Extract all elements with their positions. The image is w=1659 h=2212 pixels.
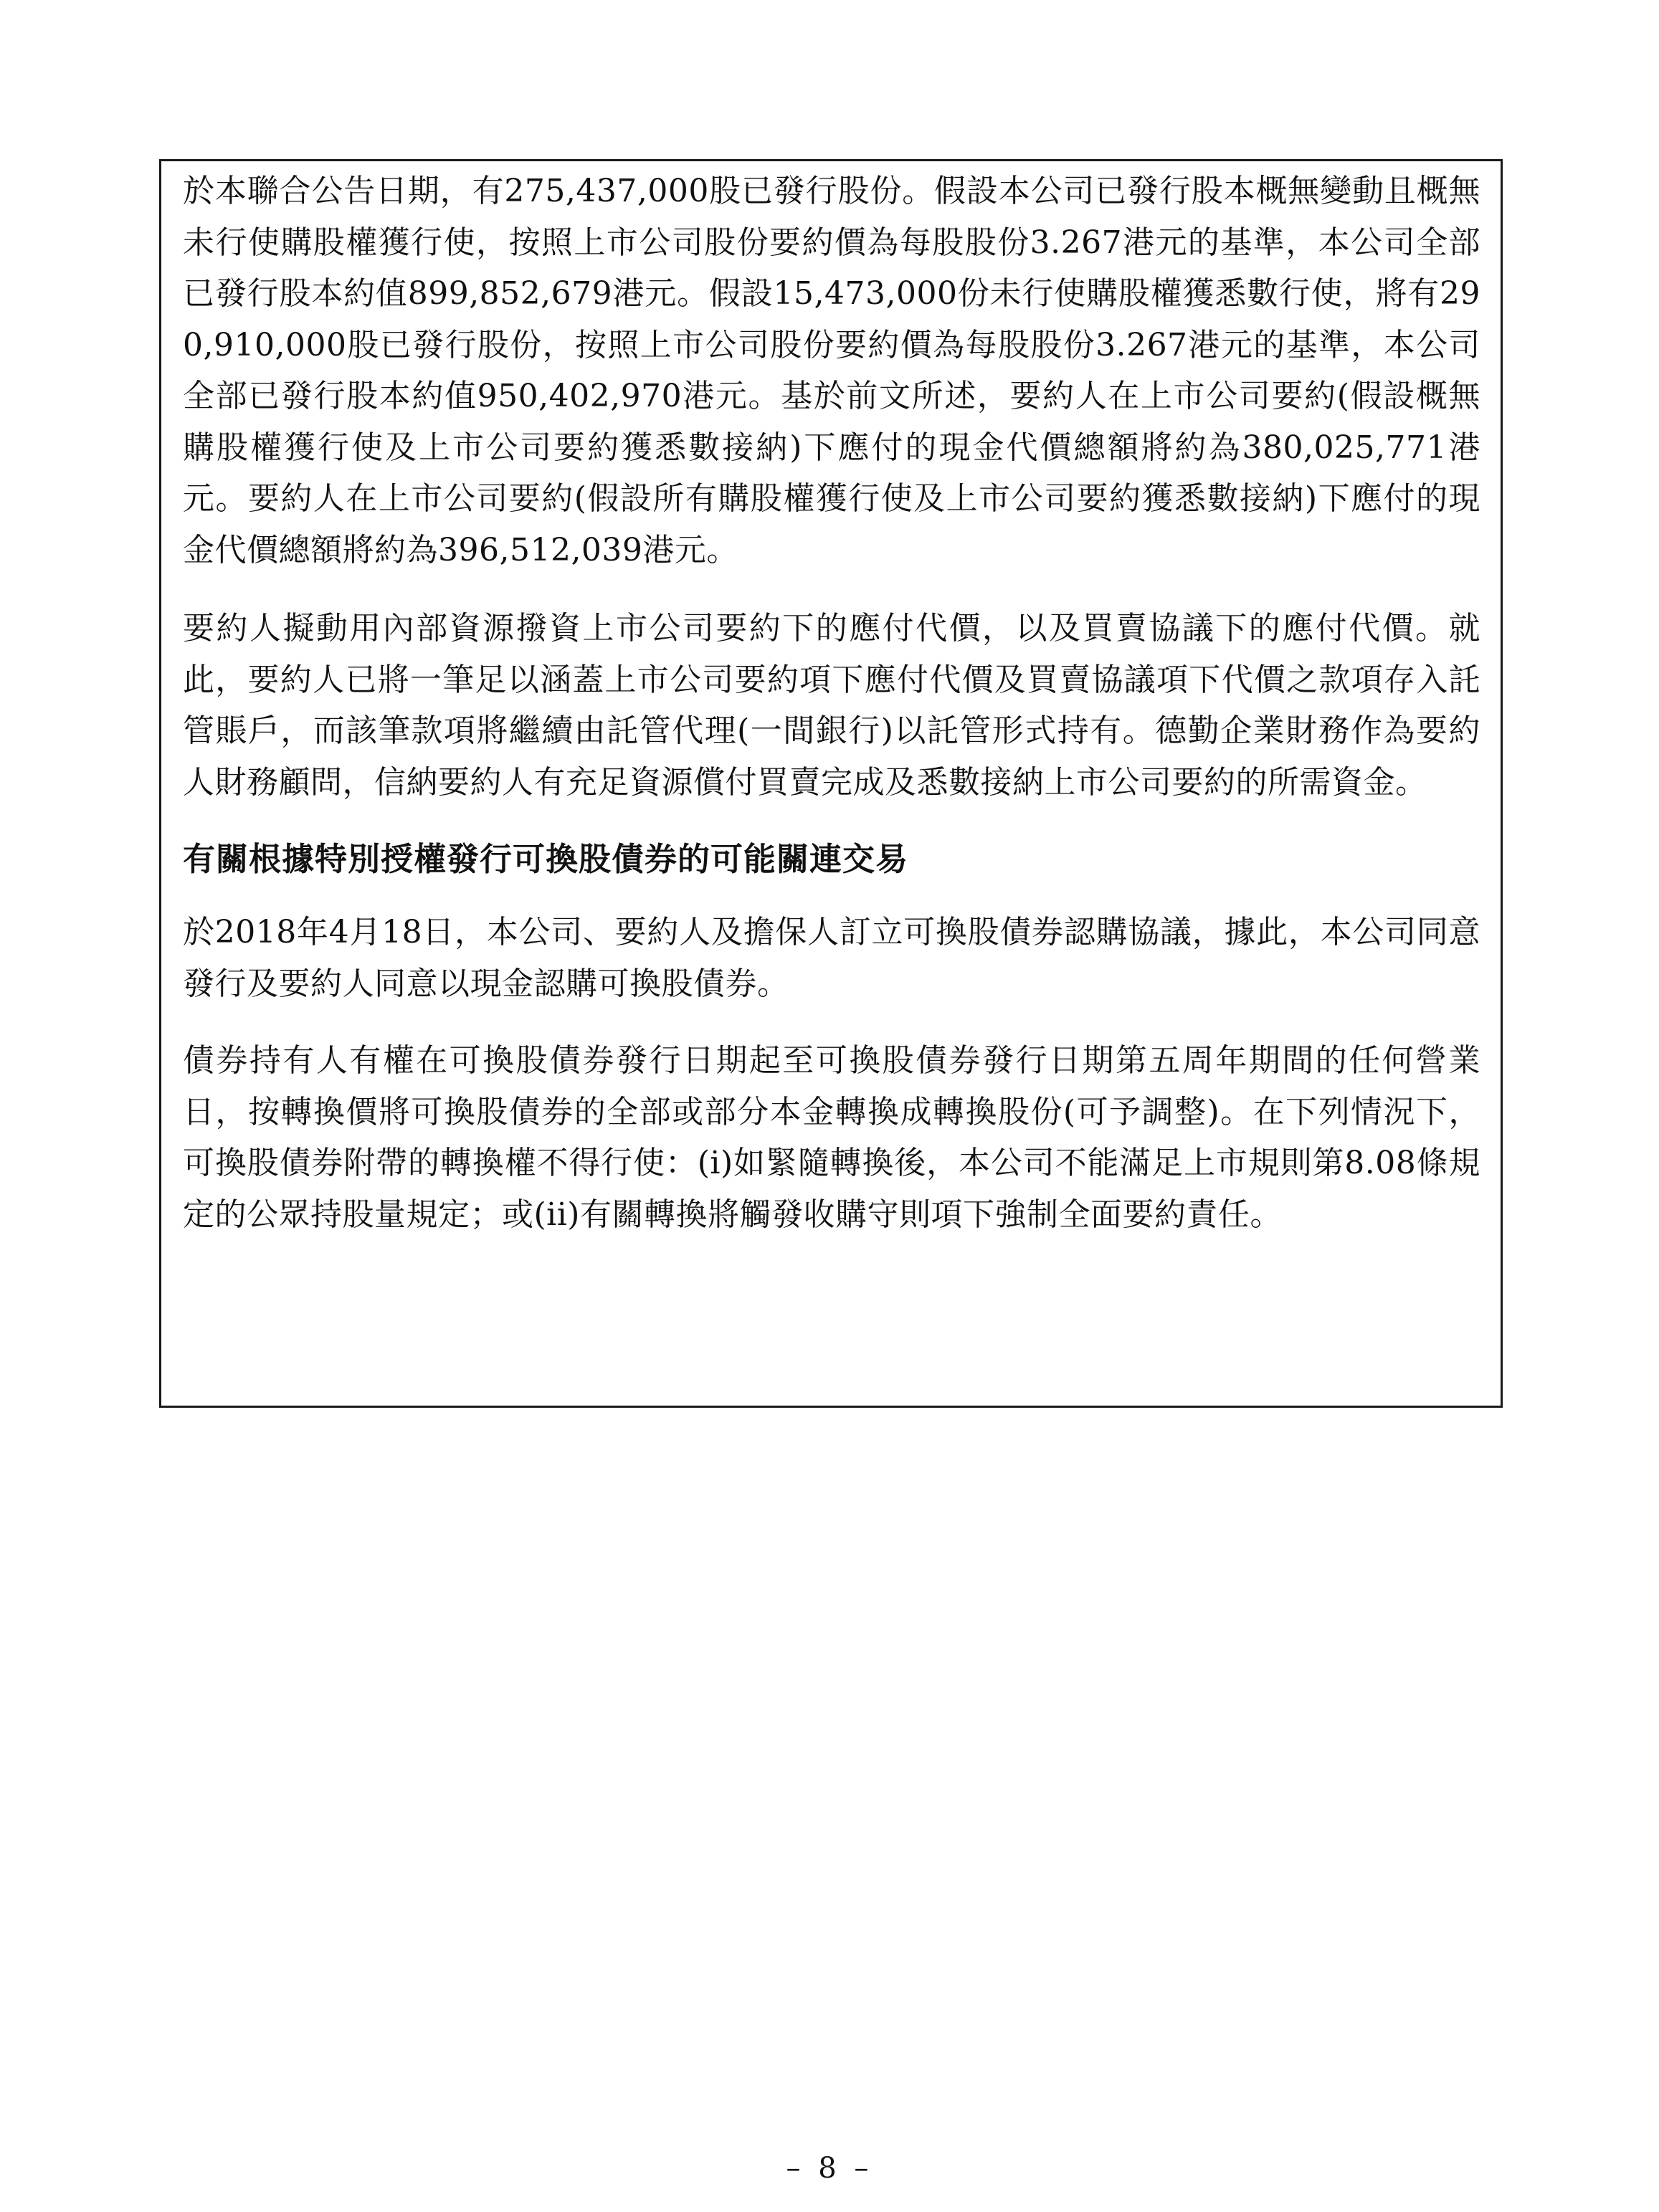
paragraph-conversion-rights: 債券持有人有權在可換股債券發行日期起至可換股債券發行日期第五周年期間的任何營業日，按轉換價將可換股債券的全部或部分本金轉換成轉換股份(可予調整)。在下列情況下，可換股債券附帶的轉換權不得行使：(i)如緊隨轉換後，本公司不能滿足上市規則第8.08條規定的公眾持股量規定；或(ii)有關轉換將觸發收購守則項下強制全面要約責任。 xyxy=(183,1042,1480,1233)
page-number: – 8 – xyxy=(786,2152,873,2185)
section-heading-convertible-bonds: 有關根據特別授權發行可換股債券的可能關連交易 xyxy=(183,840,909,878)
bordered-text-box xyxy=(159,159,1503,1408)
paragraph-subscription-agreement: 於2018年4月18日，本公司、要約人及擔保人訂立可換股債券認購協議，據此，本公司同意發行及要約人同意以現金認購可換股債券。 xyxy=(183,914,1480,1002)
paragraph-share-valuation: 於本聯合公告日期，有275,437,000股已發行股份。假設本公司已發行股本概無變動且概無未行使購股權獲行使，按照上市公司股份要約價為每股股份3.267港元的基準，本公司全部已發行股本約值899,852,679港元。假設15,473,000份未行使購股權獲悉數行使，將有290,910,000股已發行股份，按照上市公司股份要約價為每股股份3.267港元的基準，本公司全部已發行股本約值950,402,970港元。基於前文所述，要約人在上市公司要約(假設概無購股權獲行使及上市公司要約獲悉數接納)下應付的現金代價總額將約為380,025,771港元。要約人在上市公司要約(假設所有購股權獲行使及上市公司要約獲悉數接納)下應付的現金代價總額將約為396,512,039港元。 xyxy=(183,173,1480,568)
paragraph-funding: 要約人擬動用內部資源撥資上市公司要約下的應付代價，以及買賣協議下的應付代價。就此，要約人已將一筆足以涵蓋上市公司要約項下應付代價及買賣協議項下代價之款項存入託管賬戶，而該筆款項將繼續由託管代理(一間銀行)以託管形式持有。德勤企業財務作為要約人財務顧問，信納要約人有充足資源償付買賣完成及悉數接納上市公司要約的所需資金。 xyxy=(183,610,1480,801)
